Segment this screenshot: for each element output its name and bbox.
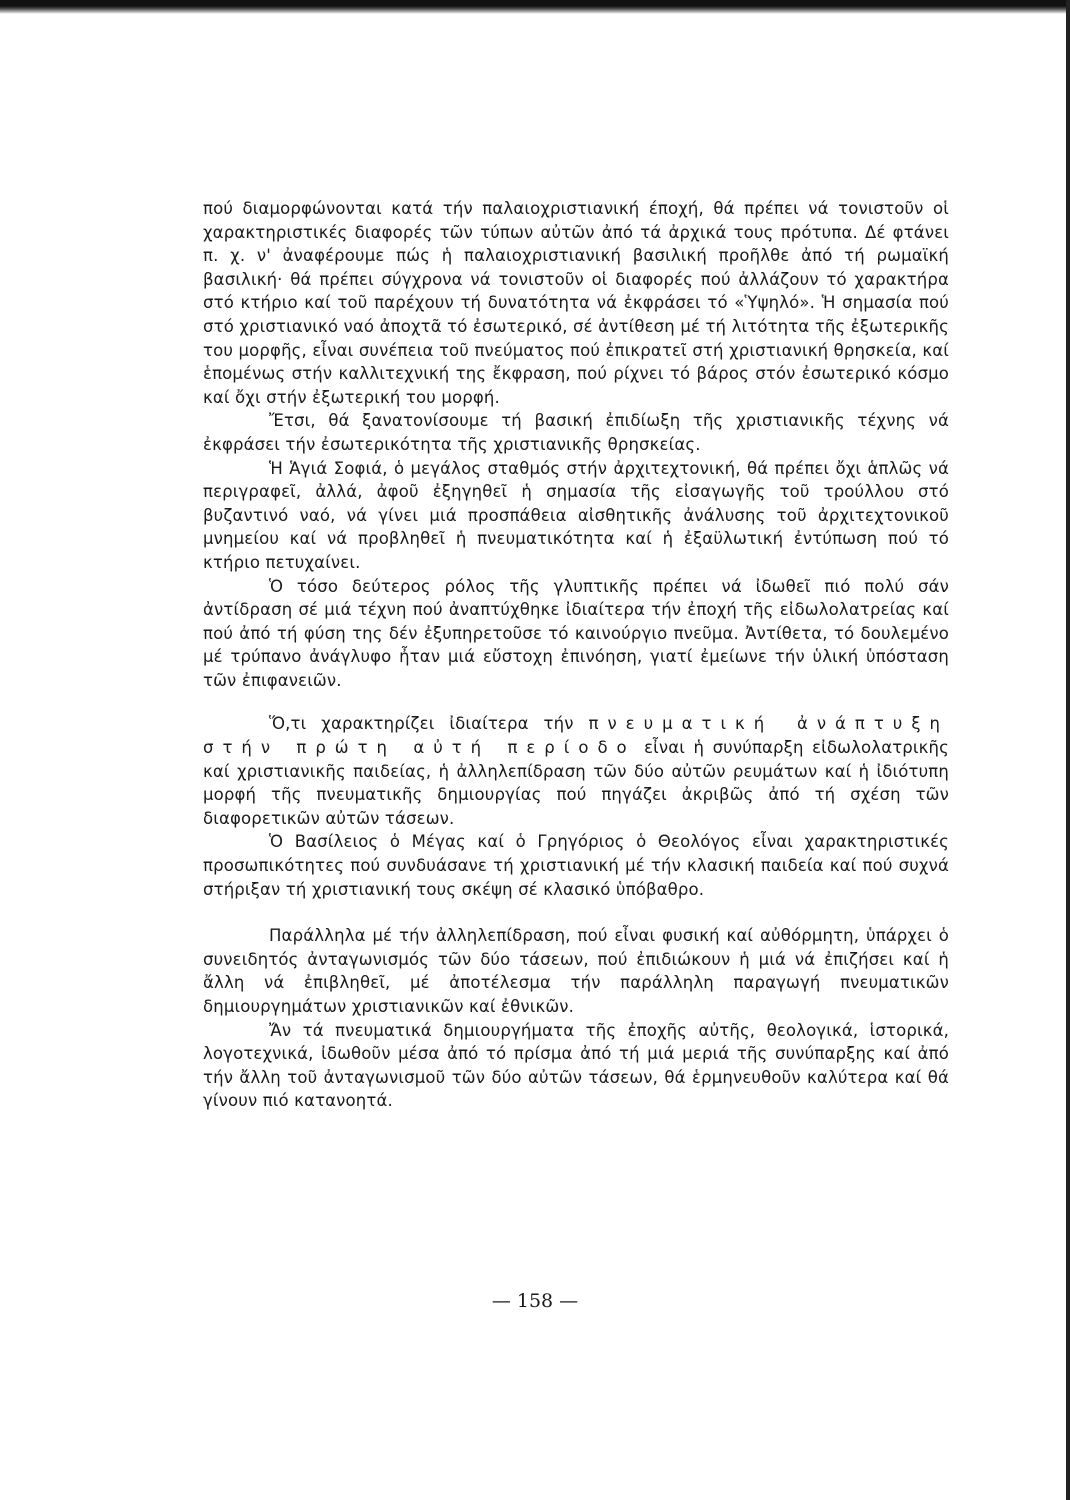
page-number: — 158 — <box>491 1290 579 1312</box>
paragraph-2: Ἔτσι, θά ξανατονίσουμε τή βασική ἐπιδίωξη τῆς χριστιανικῆς τέχνης νά ἐκφράσει τήν ἐσωτερικότητα τῆς χριστιανικῆς θρησκείας. <box>203 411 949 454</box>
paragraph-5-spaced-emphasis: πνευματική ἀνάπτυξη στήν πρώτη αὐτή περίοδο <box>203 714 949 758</box>
paragraph-7: Παράλληλα μέ τήν ἀλληλεπίδραση, πού εἶναι φυσική καί αὐθόρμητη, ὑπάρχει ὁ συνειδητός ἀνταγωνισμός τῶν δύο τάσεων, πού ἐπιδιώκουν ἡ μιά νά ἐπιζήσει καί ἡ ἄλλη νά ἐπιβληθεῖ, μέ ἀποτέλεσμα τήν παράλληλη παραγωγή πνευματικῶν δημιουργημάτων χριστιανικῶν καί ἐθνικῶν. <box>203 926 949 1016</box>
paragraph-5-rest: εἶναι ἡ συνύπαρξη εἰδωλολατρικῆς καί χριστιανικῆς παιδείας, ἡ ἀλληλεπίδραση τῶν δύο αὐτῶν ρευμάτων καί ἡ ἰδιότυπη μορφή τῆς πνευματικῆς δημιουργίας πού πηγάζει ἀκριβῶς ἀπό τή σχέση τῶν διαφορετικῶν αὐτῶν τάσεων. <box>203 738 949 828</box>
paragraph-6: Ὁ Βασίλειος ὁ Μέγας καί ὁ Γρηγόριος ὁ Θεολόγος εἶναι χαρακτηριστικές προσωπικότητες πού συνδυάσανε τή χριστιανική μέ τήν κλασική παιδεία καί πού συχνά στήριξαν τή χριστιανική τους σκέψη σέ κλασικό ὑπόβαθρο. <box>203 832 949 899</box>
paragraph-1: πού διαμορφώνονται κατά τήν παλαιοχριστιανική έποχή, θά πρέπει νά τονιστοῦν οἱ χαρακτηριστικές διαφορές τῶν τύπων αὐτῶν ἀπό τά ἀρχικά τους πρότυπα. Δέ φτάνει π. χ. ν' ἀναφέρουμε πώς ἡ παλαιοχριστιανική βασιλική προῆλθε ἀπό τή ρωμαϊκή βασιλική· θά πρέπει σύγχρονα νά τονιστοῦν οἱ διαφορές πού ἀλλάζουν τό χαρακτήρα στό κτήριο καί τοῦ παρέχουν τή δυνατότητα νά ἐκφράσει τό «Ὑψηλό». Ἡ σημασία πού στό χριστιανικό ναό ἀποχτᾶ τό ἐσωτερικό, σέ ἀντίθεση μέ τή λιτότητα τῆς ἐξωτερικῆς του μορφῆς, εἶναι συνέπεια τοῦ πνεύματος πού ἐπικρατεῖ στή χριστιανική θρησκεία, καί ἑπομένως στήν καλλιτεχνική της ἔκφραση, πού ρίχνει τό βάρος στόν ἐσωτερικό κόσμο καί ὄχι στήν ἐξωτερική του μορφή. <box>203 199 949 407</box>
scan-top-border <box>0 0 1070 14</box>
page-body <box>203 197 949 1113</box>
paragraph-8: Ἄν τά πνευματικά δημιουργήματα τῆς ἐποχῆς αὐτῆς, θεολογικά, ἱστορικά, λογοτεχνικά, ἰδωθοῦν μέσα ἀπό τό πρίσμα ἀπό τή μιά μεριά τῆς συνύπαρξης καί ἀπό τήν ἄλλη τοῦ ἀνταγωνισμοῦ τῶν δύο αὐτῶν τάσεων, θά ἑρμηνευθοῦν καλύτερα καί θά γίνουν πιό κατανοητά. <box>203 1020 949 1111</box>
paragraph-5-lead: Ὅ,τι χαρακτηρίζει ἰδιαίτερα τήν <box>269 714 589 734</box>
paragraph-3: Ἡ Ἁγιά Σοφιά, ὁ μεγάλος σταθμός στήν ἀρχιτεχτονική, θά πρέπει ὄχι ἁπλῶς νά περιγραφεῖ, ἀλλά, ἀφοῦ ἐξηγηθεῖ ἡ σημασία τῆς εἰσαγωγῆς τοῦ τρούλλου στό βυζαντινό ναό, νά γίνει μιά προσπάθεια αἰσθητικῆς ἀνάλυσης τοῦ ἀρχιτεχτονικοῦ μνημείου καί νά προβληθεῖ ἡ πνευματικότητα καί ἡ ἐξαϋλωτική ἐντύπωση πού τό κτήριο πετυχαίνει. <box>203 458 949 572</box>
paragraph-5 <box>203 712 949 830</box>
scan-right-border <box>1066 0 1070 1500</box>
paragraph-4: Ὁ τόσο δεύτερος ρόλος τῆς γλυπτικῆς πρέπει νά ἰδωθεῖ πιό πολύ σάν ἀντίδραση σέ μιά τέχνη πού ἀναπτύχθηκε ἰδιαίτερα τήν ἐποχή τῆς εἰδωλολατρείας καί πού ἀπό τή φύση της δέν ἐξυπηρετοῦσε τό καινούργιο πνεῦμα. Ἀντίθετα, τό δουλεμένο μέ τρύπανο ἀνάγλυφο ἦταν μιά εὔστοχη ἐπινόηση, γιατί ἐμείωνε τήν ὑλική ὑπόσταση τῶν ἐπιφανειῶν. <box>203 576 949 690</box>
